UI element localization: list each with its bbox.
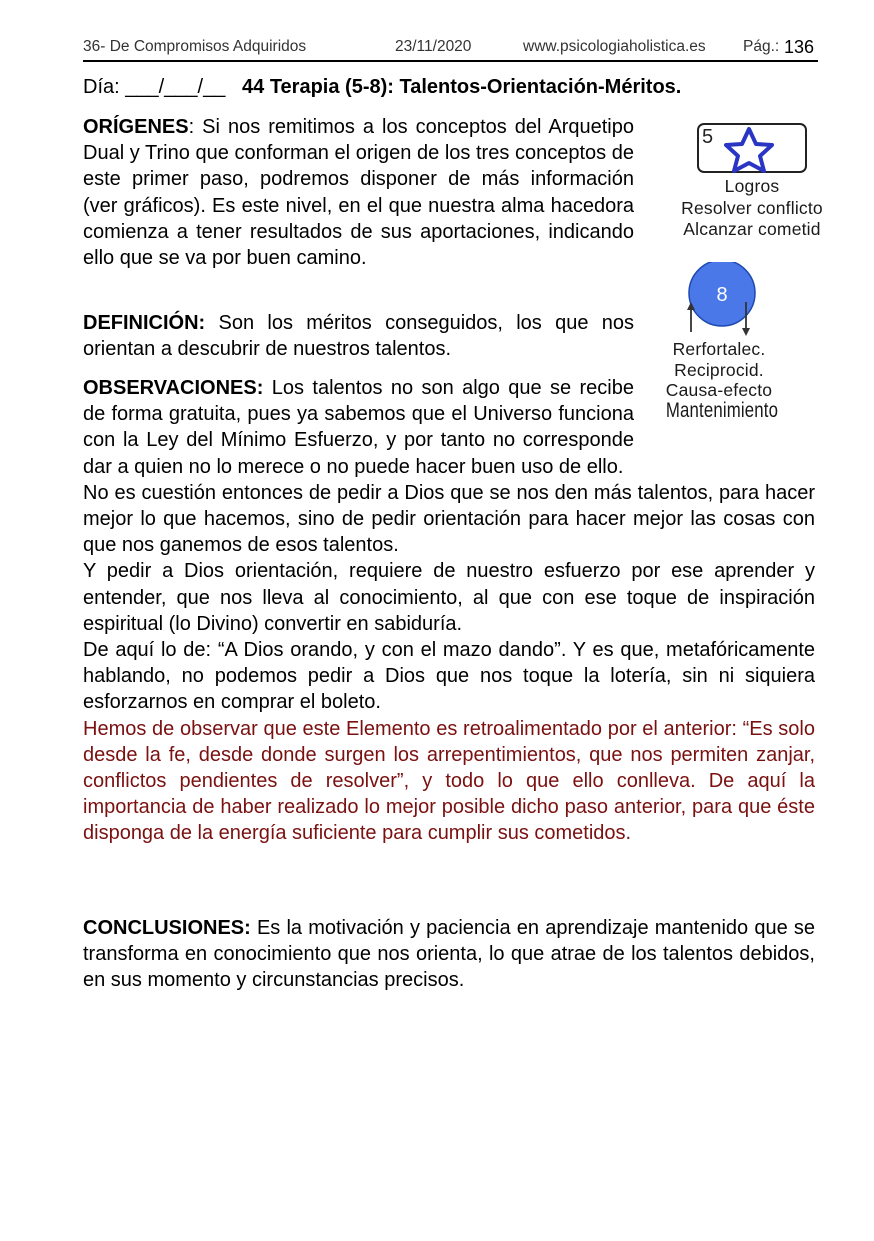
day-title-line	[83, 76, 681, 99]
observaciones-red-text: Hemos de observar que este Elemento es retroalimentado por el anterior: “Es solo desde la fe, desde donde surgen los arrepentimientos, que nos permiten zanjar, conflictos pendientes de resolver”, y todo lo que ello conlleva. De aquí la importancia de haber realizado lo mejor posible dicho paso anterior, para que éste disponga de la energía suficiente para cumplir sus cometidos.	[83, 717, 815, 845]
figure-8-caption-1: Rerfortalec.	[672, 339, 766, 359]
figure-5-caption-2: Resolver conflicto	[681, 198, 823, 218]
header-page-number: 136	[784, 37, 815, 57]
definicion-text: Son los méritos conseguidos, los que nos orientan a descubrir de nuestros talentos.	[83, 312, 634, 361]
figure-5-caption-1: Logros	[724, 176, 780, 196]
observaciones-heading: OBSERVACIONES:	[83, 377, 264, 399]
figure-8-caption-4: Mantenimiento	[665, 399, 779, 422]
definicion-paragraph	[83, 310, 634, 362]
header-page-label: Pág.:	[743, 38, 780, 55]
day-label: Día: ___/___/__	[83, 76, 226, 98]
conclusiones-paragraph	[83, 915, 815, 994]
header-date: 23/11/2020	[395, 38, 472, 55]
origenes-text: : Si nos remitimos a los conceptos del Arquetipo Dual y Trino que conforman el origen de los tres conceptos de este primer paso, podremos disponer de más información (ver gráficos). Es este nivel, en el que nuestra alma hacedora comienza a tener resultados de sus aportaciones, indicando ello que se va por buen camino.	[83, 116, 634, 270]
figure-8-caption-2: Reciprocid.	[674, 360, 764, 380]
conclusiones-heading: CONCLUSIONES:	[83, 917, 251, 939]
definicion-heading: DEFINICIÓN:	[83, 312, 206, 334]
observaciones-p2: No es cuestión entonces de pedir a Dios que se nos den más talentos, para hacer mejor lo que hacemos, sino de pedir orientación para hacer mejor las cosas con que nos ganemos de esos talentos.	[83, 481, 815, 557]
figure-5-caption-3: Alcanzar cometid	[683, 219, 821, 239]
figure-8-circle	[652, 262, 852, 432]
observaciones-p4: De aquí lo de: “A Dios orando, y con el mazo dando”. Y es que, metafóricamente hablando, no podemos pedir a Dios que nos toque la lotería, sin ni siquiera esforzarnos en comprar el boleto.	[83, 639, 815, 714]
header-title: 36- De Compromisos Adquiridos	[83, 38, 307, 55]
therapy-title: 44 Terapia (5-8): Talentos-Orientación-Méritos.	[242, 76, 682, 98]
figure-8-number: 8	[716, 284, 728, 306]
header-url: www.psicologiaholistica.es	[523, 38, 706, 55]
origenes-paragraph	[83, 114, 634, 271]
figure-8-caption-3: Causa-efecto	[665, 380, 773, 400]
star-box-graphic	[652, 122, 852, 182]
observaciones-text: Los talentos no son algo que se recibe de forma gratuita, pues ya sabemos que el Universo funciona con la Ley del Mínimo Esfuerzo, y por tanto no corresponde dar a quien no lo merece o no puede hacer buen uso de ello.	[83, 377, 634, 478]
figure-5-logros	[652, 122, 852, 242]
origenes-heading: ORÍGENES	[83, 116, 189, 138]
circle-arrows-graphic	[652, 262, 852, 342]
observaciones-p3: Y pedir a Dios orientación, requiere de nuestro esfuerzo por ese aprender y entender, que nos lleva al conocimiento, al que con ese toque de inspiración espiritual (lo Divino) convertir en sabiduría.	[83, 560, 815, 635]
figure-5-number: 5	[702, 126, 714, 148]
page-header	[83, 38, 818, 62]
conclusiones-text: Es la motivación y paciencia en aprendizaje mantenido que se transforma en conocimiento que nos orienta, lo que atrae de los talentos debidos, en sus momento y circunstancias precisos.	[83, 917, 815, 992]
observaciones-paragraph	[83, 375, 815, 847]
